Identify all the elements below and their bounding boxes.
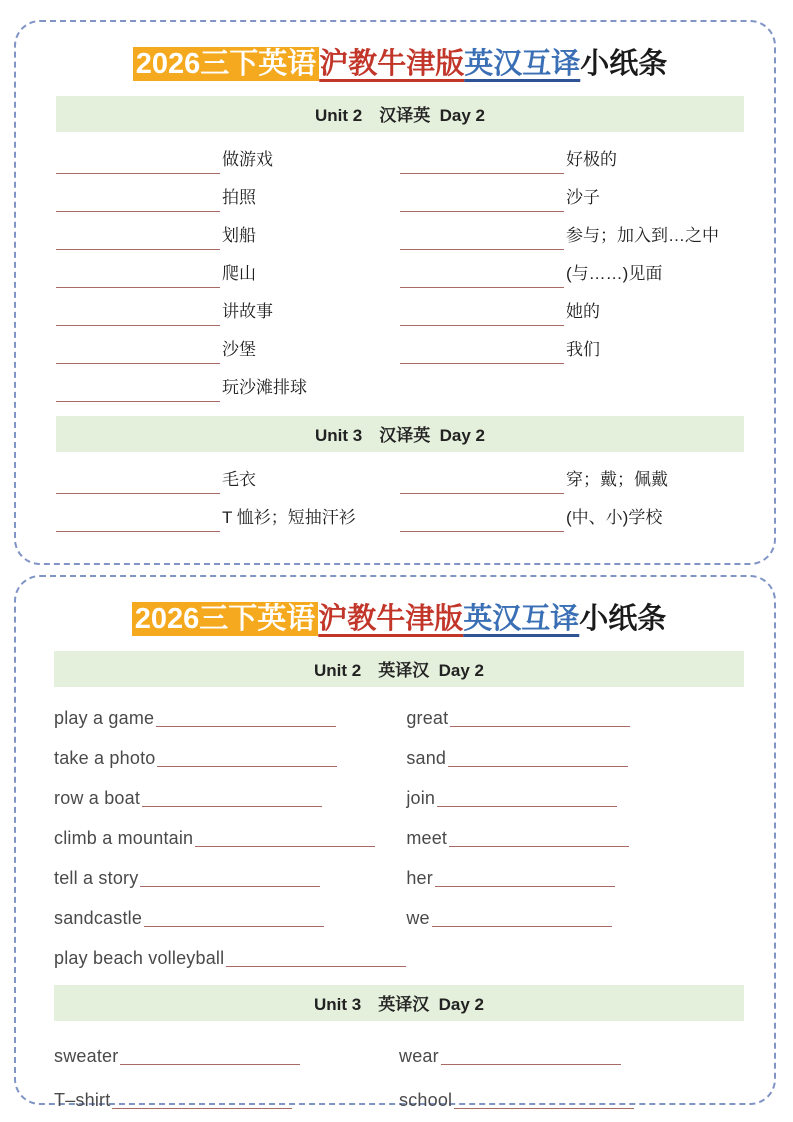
- answer-blank: [157, 766, 337, 767]
- vocab-term: 玩沙滩排球: [222, 377, 307, 397]
- vocab-term: 她的: [566, 301, 600, 321]
- vocab-row: [406, 693, 744, 733]
- vocab-column: [54, 1027, 399, 1115]
- vocab-column: [54, 693, 406, 973]
- answer-blank: [226, 966, 406, 967]
- vocab-column: [399, 1027, 744, 1115]
- vocab-row: [400, 252, 744, 290]
- vocab-row: [54, 853, 406, 893]
- worksheet-panel-english-to-chinese: [14, 575, 776, 1110]
- section-header-label: Unit 3 汉译英 Day 2: [314, 425, 486, 445]
- vocab-row: [56, 328, 400, 366]
- vocab-term: we: [406, 907, 430, 928]
- vocab-term: tell a story: [54, 867, 139, 888]
- answer-blank: [437, 806, 617, 807]
- vocab-row: [54, 733, 406, 773]
- vocab-row: [56, 496, 400, 534]
- title-tail-segment: 小纸条: [579, 603, 667, 635]
- vocab-row: [54, 773, 406, 813]
- answer-blank: [432, 926, 612, 927]
- vocab-row: [54, 693, 406, 733]
- vocab-row: [56, 458, 400, 496]
- vocab-term: T–shirt: [54, 1089, 111, 1110]
- vocab-row: [400, 176, 744, 214]
- answer-blank: [400, 173, 564, 174]
- vocab-row: [54, 813, 406, 853]
- vocab-columns: [54, 693, 744, 973]
- vocab-columns: [54, 1027, 744, 1115]
- answer-blank: [56, 249, 220, 250]
- vocab-row: [54, 1071, 399, 1115]
- answer-blank: [435, 886, 615, 887]
- answer-blank: [441, 1064, 621, 1065]
- vocab-row: [56, 366, 400, 404]
- answer-blank: [142, 806, 322, 807]
- vocab-term: row a boat: [54, 787, 141, 808]
- answer-blank: [56, 211, 220, 212]
- section-header: [56, 96, 744, 132]
- vocab-term: sweater: [54, 1045, 119, 1066]
- answer-blank: [448, 766, 628, 767]
- answer-blank: [400, 363, 564, 364]
- vocab-term: play beach volleyball: [54, 947, 225, 968]
- answer-blank: [56, 493, 220, 494]
- vocab-term: meet: [406, 827, 448, 848]
- vocab-term: 拍照: [222, 187, 256, 207]
- vocab-row: [406, 773, 744, 813]
- answer-blank: [400, 287, 564, 288]
- vocab-term: 参与；加入到…之中: [566, 225, 719, 245]
- vocab-term: 毛衣: [222, 469, 256, 489]
- section-header: [54, 651, 744, 687]
- vocab-row: [400, 458, 744, 496]
- vocab-row: [56, 290, 400, 328]
- answer-blank: [450, 726, 630, 727]
- sections-host: [56, 96, 744, 534]
- answer-blank: [56, 363, 220, 364]
- answer-blank: [56, 401, 220, 402]
- answer-blank: [56, 531, 220, 532]
- vocab-term: 沙子: [566, 187, 600, 207]
- answer-blank: [400, 249, 564, 250]
- vocab-row: [400, 290, 744, 328]
- answer-blank: [140, 886, 320, 887]
- vocab-term: 划船: [222, 225, 256, 245]
- answer-blank: [400, 211, 564, 212]
- answer-blank: [400, 325, 564, 326]
- answer-blank: [400, 531, 564, 532]
- vocab-row: [400, 138, 744, 176]
- vocab-term: great: [406, 707, 449, 728]
- title-blue-segment: 英汉互译: [464, 48, 581, 80]
- section-header-label: Unit 2 汉译英 Day 2: [314, 105, 486, 125]
- vocab-row: [54, 933, 406, 973]
- vocab-columns: [56, 138, 744, 404]
- vocab-row: [399, 1071, 744, 1115]
- worksheet-panel-chinese-to-english: [14, 20, 776, 565]
- answer-blank: [56, 325, 220, 326]
- title-red-segment: 沪教牛津版: [318, 603, 464, 635]
- title-red-segment: 沪教牛津版: [319, 48, 465, 80]
- vocab-row: [406, 893, 744, 933]
- vocab-column: [56, 138, 400, 404]
- section-header-label: Unit 3 英译汉 Day 2: [313, 994, 485, 1014]
- vocab-row: [400, 214, 744, 252]
- vocab-term: sandcastle: [54, 907, 143, 928]
- answer-blank: [56, 173, 220, 174]
- answer-blank: [400, 493, 564, 494]
- vocab-column: [400, 458, 744, 534]
- vocab-column: [400, 138, 744, 404]
- answer-blank: [454, 1108, 634, 1109]
- vocab-column: [56, 458, 400, 534]
- vocab-row: [56, 252, 400, 290]
- vocab-term: school: [399, 1089, 453, 1110]
- section-header-label: Unit 2 英译汉 Day 2: [313, 660, 485, 680]
- vocab-row: [56, 176, 400, 214]
- worksheet-title: [54, 601, 744, 639]
- vocab-row: [54, 1027, 399, 1071]
- section-header: [54, 985, 744, 1021]
- answer-blank: [56, 287, 220, 288]
- vocab-column: [406, 693, 744, 973]
- vocab-row: [56, 214, 400, 252]
- vocab-term: 沙堡: [222, 339, 256, 359]
- vocab-columns: [56, 458, 744, 534]
- vocab-row: [406, 733, 744, 773]
- answer-blank: [449, 846, 629, 847]
- vocab-row: [400, 496, 744, 534]
- title-highlight-segment: 2026三下英语: [133, 47, 320, 81]
- title-blue-segment: 英汉互译: [463, 603, 580, 635]
- vocab-term: 我们: [566, 339, 600, 359]
- vocab-term: 好极的: [566, 149, 617, 169]
- vocab-term: sand: [406, 747, 447, 768]
- vocab-term: (中、小)学校: [566, 507, 663, 527]
- vocab-term: her: [406, 867, 433, 888]
- sections-host: [54, 651, 744, 1115]
- vocab-term: climb a mountain: [54, 827, 194, 848]
- vocab-row: [56, 138, 400, 176]
- vocab-row: [400, 328, 744, 366]
- worksheet-title: [56, 46, 744, 84]
- vocab-term: 做游戏: [222, 149, 273, 169]
- title-tail-segment: 小纸条: [580, 48, 668, 80]
- vocab-term: 爬山: [222, 263, 256, 283]
- vocab-row: [54, 893, 406, 933]
- section-header: [56, 416, 744, 452]
- title-highlight-segment: 2026三下英语: [132, 602, 319, 636]
- answer-blank: [195, 846, 375, 847]
- answer-blank: [144, 926, 324, 927]
- vocab-term: 讲故事: [222, 301, 273, 321]
- vocab-term: (与……)见面: [566, 263, 663, 283]
- answer-blank: [120, 1064, 300, 1065]
- vocab-row: [406, 813, 744, 853]
- vocab-term: take a photo: [54, 747, 156, 768]
- vocab-term: wear: [399, 1045, 439, 1066]
- vocab-row: [406, 853, 744, 893]
- vocab-term: play a game: [54, 707, 155, 728]
- vocab-term: join: [406, 787, 436, 808]
- vocab-term: 穿；戴；佩戴: [566, 469, 668, 489]
- answer-blank: [112, 1108, 292, 1109]
- vocab-row: [399, 1027, 744, 1071]
- vocab-term: T 恤衫；短抽汗衫: [222, 507, 356, 527]
- answer-blank: [156, 726, 336, 727]
